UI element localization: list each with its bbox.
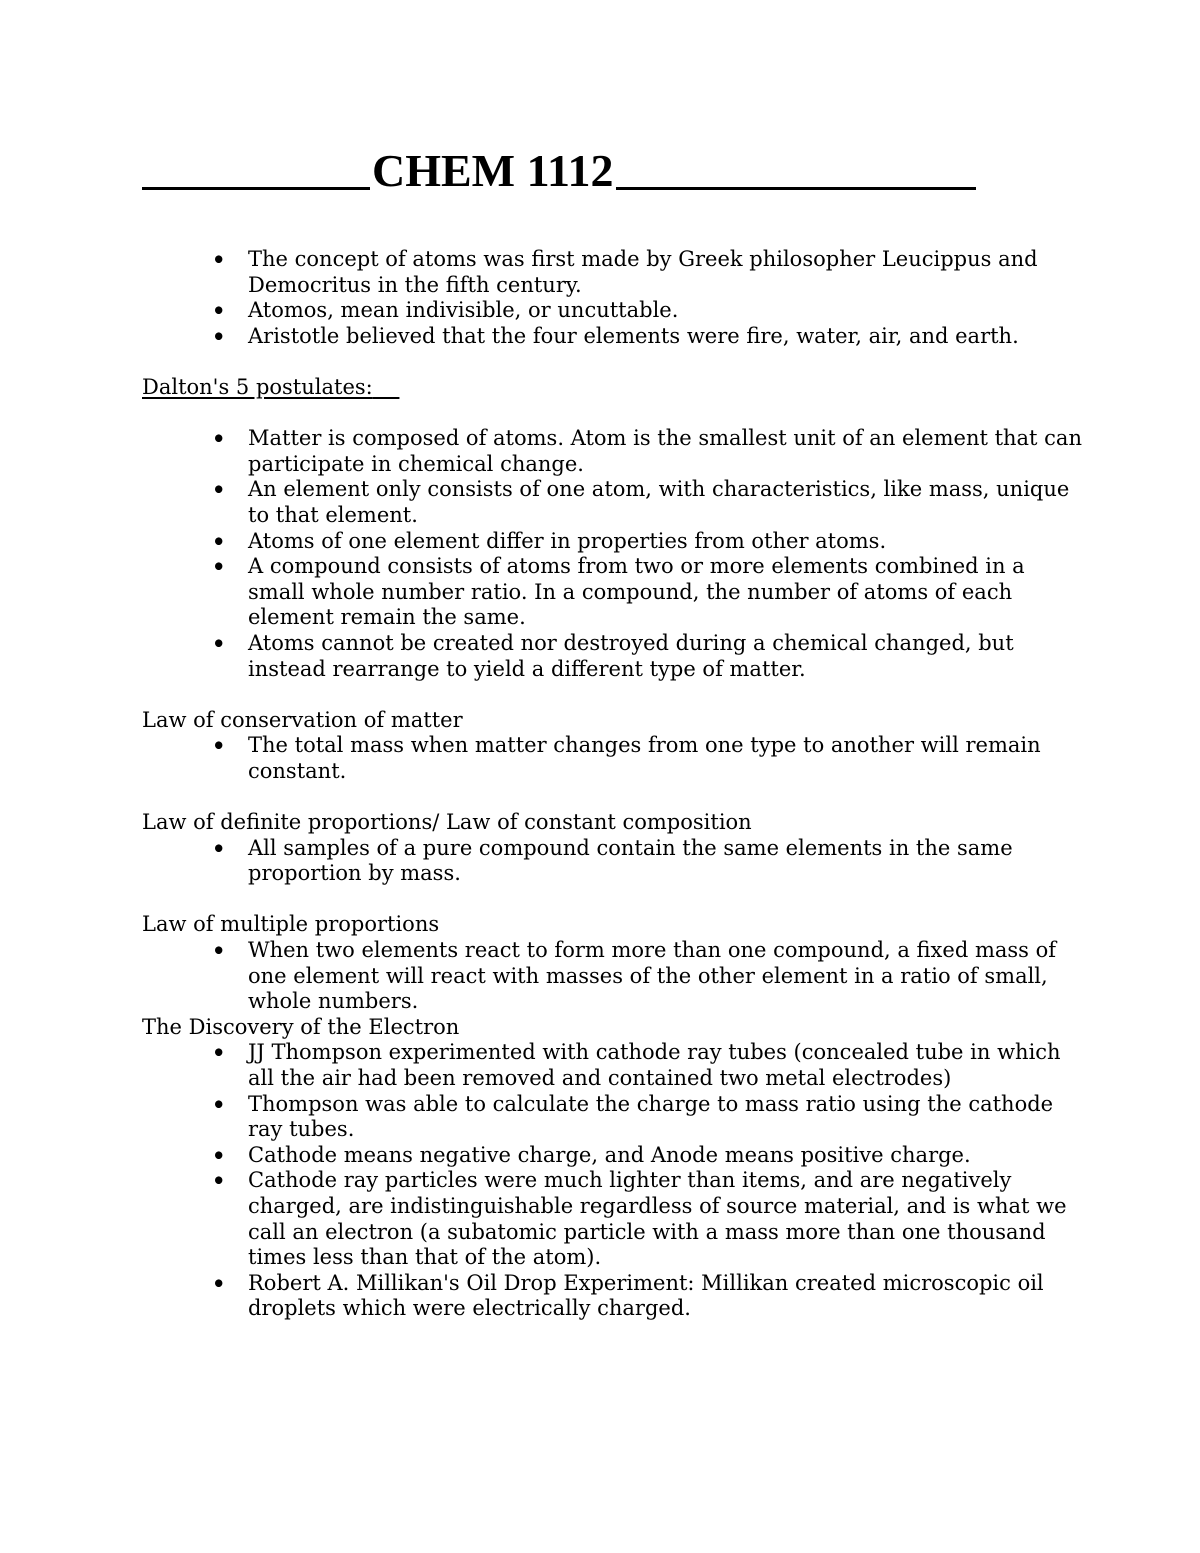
list-item: • Atomos, mean indivisible, or uncuttable.: [142, 298, 1082, 324]
dalton-list: [142, 426, 1082, 682]
dalton-heading-text: Dalton's 5 postulates:: [142, 374, 373, 399]
multiple-list: [142, 938, 1082, 1015]
conservation-heading: Law of conservation of matter: [142, 707, 463, 732]
list-item: • An element only consists of one atom, with characteristics, like mass, unique to that element.: [142, 477, 1082, 528]
dalton-heading-trail: [373, 375, 400, 399]
title-text: CHEM 1112: [372, 145, 614, 196]
list-item: • Robert A. Millikan's Oil Drop Experiment: Millikan created microscopic oil droplets which were electrically charged.: [142, 1271, 1082, 1322]
list-item: • Atoms cannot be created nor destroyed during a chemical changed, but instead rearrange to yield a different type of matter.: [142, 631, 1082, 682]
list-item: • The concept of atoms was first made by Greek philosopher Leucippus and Democritus in the fifth century.: [142, 247, 1082, 298]
list-item: • Thompson was able to calculate the charge to mass ratio using the cathode ray tubes.: [142, 1092, 1082, 1143]
list-item: • Cathode ray particles were much lighter than items, and are negatively charged, are indistinguishable regardless of source material, and is what we call an electron (a subatomic particle with a mass more than one thousand times less than that of the atom).: [142, 1168, 1082, 1270]
list-item: • Aristotle believed that the four elements were fire, water, air, and earth.: [142, 324, 1082, 350]
conservation-list: [142, 733, 1082, 784]
list-item: • Atoms of one element differ in properties from other atoms.: [142, 529, 1082, 555]
electron-heading: The Discovery of the Electron: [142, 1014, 460, 1039]
title-underline-right: [616, 186, 976, 190]
intro-list: [142, 247, 1082, 349]
list-item: • The total mass when matter changes from one type to another will remain constant.: [142, 733, 1082, 784]
definite-heading: Law of definite proportions/ Law of constant composition: [142, 810, 752, 835]
title-underline-left: [142, 186, 370, 190]
list-item: • Cathode means negative charge, and Anode means positive charge.: [142, 1143, 1082, 1169]
electron-list: [142, 1040, 1082, 1322]
list-item: • Matter is composed of atoms. Atom is the smallest unit of an element that can participate in chemical change.: [142, 426, 1082, 477]
dalton-heading: [142, 375, 1082, 401]
list-item: • All samples of a pure compound contain the same elements in the same proportion by mass.: [142, 836, 1082, 887]
document-title: [142, 143, 1012, 203]
list-item: • A compound consists of atoms from two or more elements combined in a small whole number ratio. In a compound, the number of atoms of each element remain the same.: [142, 554, 1082, 631]
document-body: [142, 247, 1082, 1322]
list-item: • When two elements react to form more than one compound, a fixed mass of one element will react with masses of the other element in a ratio of small, whole numbers.: [142, 938, 1082, 1015]
list-item: • JJ Thompson experimented with cathode ray tubes (concealed tube in which all the air had been removed and contained two metal electrodes): [142, 1040, 1082, 1091]
definite-list: [142, 836, 1082, 887]
multiple-heading: Law of multiple proportions: [142, 912, 440, 937]
